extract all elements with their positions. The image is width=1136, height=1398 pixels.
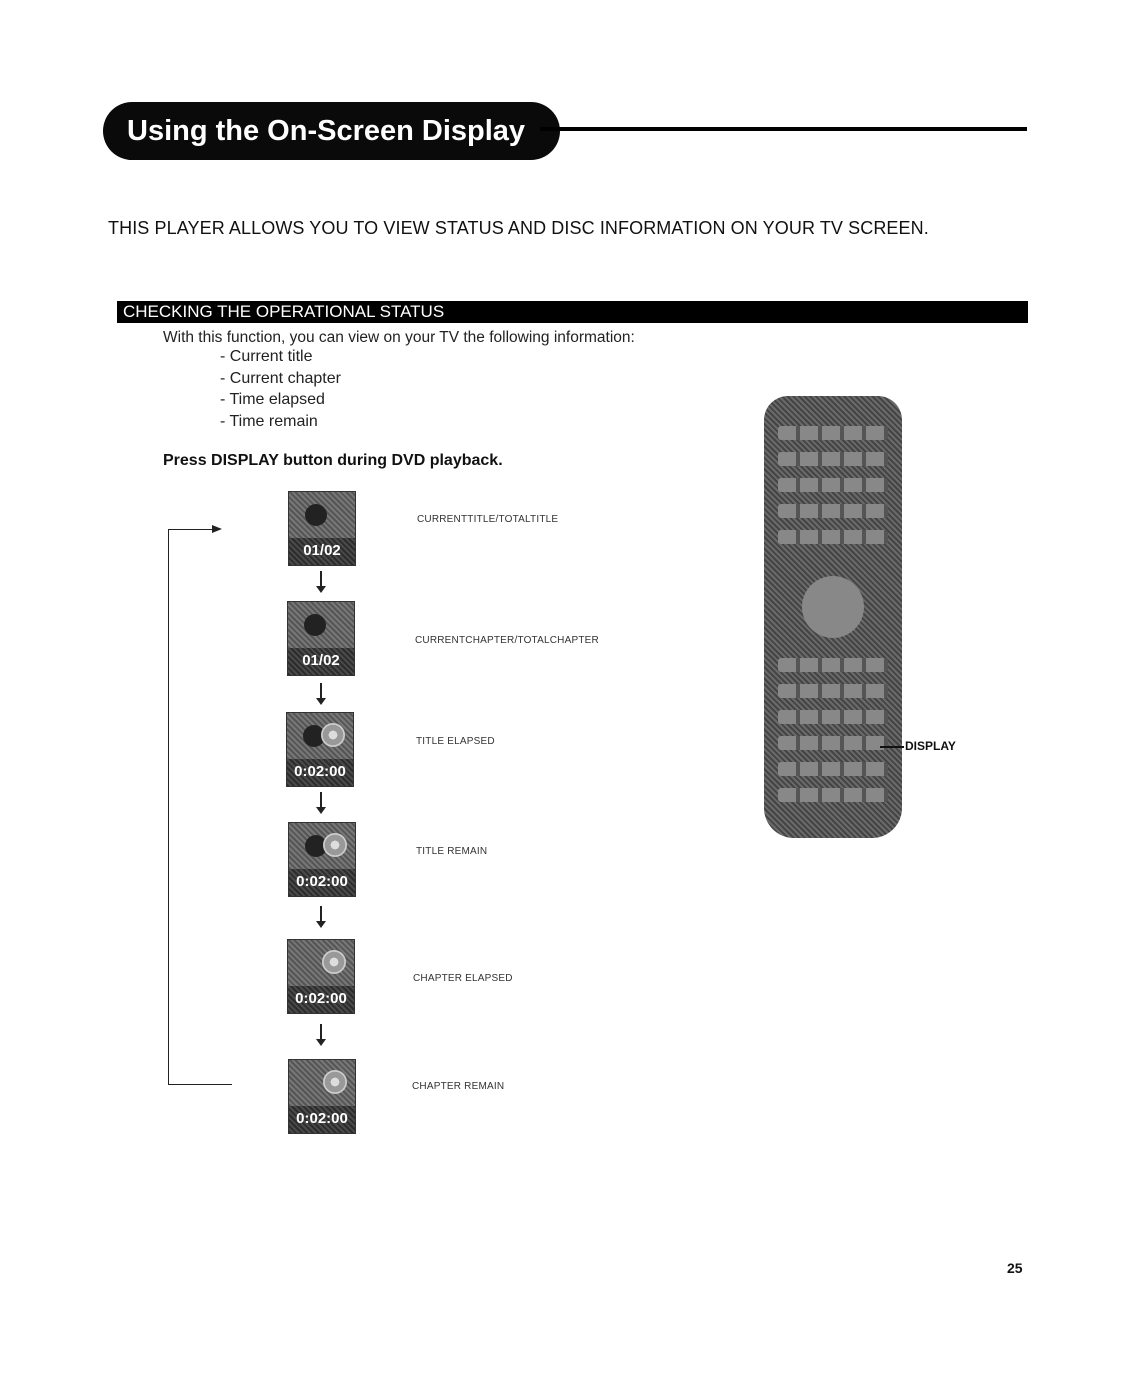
loop-arrow-icon xyxy=(212,525,222,533)
osd-value: 0:02:00 xyxy=(294,763,346,780)
loop-line-bottom xyxy=(168,1084,232,1085)
section-heading: CHECKING THE OPERATIONAL STATUS xyxy=(117,301,1028,323)
osd-value: 01/02 xyxy=(303,542,341,559)
osd-title-elapsed xyxy=(286,712,354,787)
disc-icon xyxy=(323,833,347,857)
display-pointer-line xyxy=(880,746,904,748)
state-label: CURRENTTITLE/TOTALTITLE xyxy=(417,514,559,525)
remote-control-image xyxy=(764,396,902,838)
info-item-remain: - Time remain xyxy=(220,412,318,430)
state-label: CHAPTER REMAIN xyxy=(412,1081,505,1092)
down-arrow-icon xyxy=(320,792,322,812)
dpad xyxy=(802,576,864,638)
osd-value: 0:02:00 xyxy=(296,873,348,890)
info-item-elapsed: - Time elapsed xyxy=(220,391,325,408)
down-arrow-icon xyxy=(320,1024,322,1044)
page-title xyxy=(103,102,560,160)
info-item-chapter: - Current chapter xyxy=(220,369,341,387)
state-label: CHAPTER ELAPSED xyxy=(413,973,513,984)
down-arrow-icon xyxy=(320,683,322,703)
osd-title-remain xyxy=(288,822,356,897)
chapter-icon xyxy=(304,614,326,636)
page-number: 25 xyxy=(1007,1260,1023,1276)
osd-current-title xyxy=(288,491,356,566)
state-label: TITLE ELAPSED xyxy=(416,736,495,747)
disc-icon xyxy=(322,950,346,974)
osd-chapter-remain xyxy=(288,1059,356,1134)
page-title-text: Using the On-Screen Display xyxy=(127,114,526,147)
state-label: CURRENTCHAPTER/TOTALCHAPTER xyxy=(415,635,599,646)
info-list xyxy=(220,346,341,432)
state-label: TITLE REMAIN xyxy=(416,846,488,857)
disc-icon xyxy=(321,723,345,747)
disc-icon xyxy=(323,1070,347,1094)
down-arrow-icon xyxy=(320,906,322,926)
osd-value: 01/02 xyxy=(302,652,340,669)
osd-value: 0:02:00 xyxy=(296,1110,348,1127)
section-description: With this function, you can view on your TV the following information: xyxy=(163,329,635,346)
instruction-text: Press DISPLAY button during DVD playback. xyxy=(163,452,503,469)
osd-current-chapter xyxy=(287,601,355,676)
info-item-title: - Current title xyxy=(220,348,313,365)
osd-value: 0:02:00 xyxy=(295,990,347,1007)
display-button-label: DISPLAY xyxy=(905,739,956,753)
title-rule xyxy=(540,127,1027,131)
title-icon xyxy=(305,504,327,526)
intro-text: THIS PLAYER ALLOWS YOU TO VIEW STATUS AND DISC INFORMATION ON YOUR TV SCREEN. xyxy=(108,218,929,238)
loop-line-top xyxy=(168,529,214,530)
osd-chapter-elapsed xyxy=(287,939,355,1014)
down-arrow-icon xyxy=(320,571,322,591)
loop-line-left xyxy=(168,529,169,1084)
